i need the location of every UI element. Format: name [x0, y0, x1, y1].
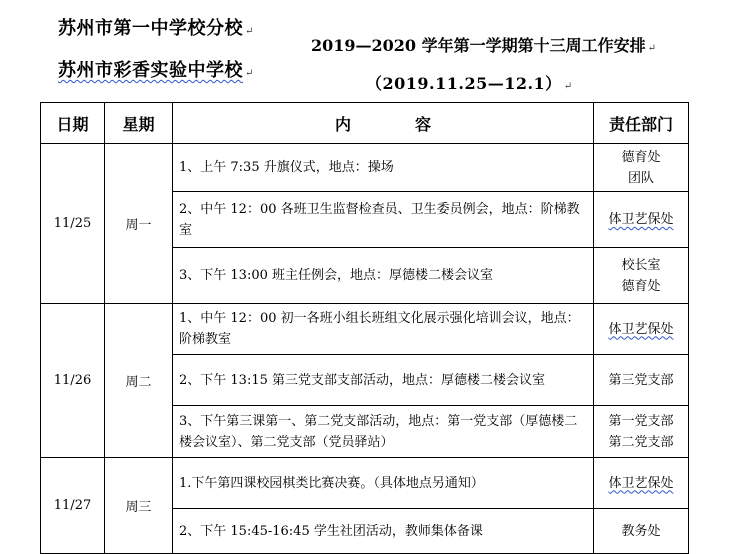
dept-line: 教务处 [621, 523, 661, 539]
weekday-cell: 周一 [105, 144, 173, 304]
table-header-row [41, 103, 689, 144]
dept-line: 第一党支部 [608, 413, 674, 429]
content-cell: 1、中午 12：00 初一各班小组长班组文化展示强化培训会议，地点：阶梯教室 [173, 304, 594, 355]
table-row [41, 144, 689, 192]
content-cell: 2、下午 13:15 第三党支部支部活动，地点：厚德楼二楼会议室 [173, 355, 594, 406]
paragraph-mark-icon: ↵ [647, 43, 657, 54]
document-title [311, 33, 656, 56]
paragraph-mark-icon: ↵ [245, 26, 254, 37]
content-cell: 3、下午 13:00 班主任例会，地点：厚德楼二楼会议室 [173, 248, 594, 304]
dept-cell [594, 248, 689, 304]
weekday-cell: 周二 [105, 304, 173, 458]
weekday-cell: 周三 [105, 458, 173, 554]
dept-line: 体卫艺保处 [608, 212, 674, 227]
schedule-table [40, 102, 689, 554]
column-header-date: 日期 [41, 103, 105, 144]
school-name-2 [58, 56, 254, 82]
paragraph-mark-icon: ↵ [245, 68, 254, 79]
date-cell: 11/25 [41, 144, 105, 304]
column-header-content: 内 容 [173, 103, 594, 144]
column-header-weekday: 星期 [105, 103, 173, 144]
dept-cell [594, 509, 689, 554]
dept-cell [594, 304, 689, 355]
dept-line: 第三党支部 [608, 372, 674, 388]
table-row [41, 458, 689, 509]
school-name-1 [58, 14, 254, 40]
dept-line: 校长室 [621, 257, 661, 273]
dept-cell [594, 406, 689, 458]
dept-cell [594, 192, 689, 248]
document-subtitle [366, 71, 573, 94]
content-cell: 3、下午第三课第一、第二党支部活动，地点：第一党支部（厚德楼二楼会议室）、第二党支部（党员驿站） [173, 406, 594, 458]
dept-line: 第二党支部 [608, 434, 674, 450]
content-cell: 2、中午 12：00 各班卫生监督检查员、卫生委员例会，地点：阶梯教室 [173, 192, 594, 248]
dept-cell [594, 144, 689, 192]
date-cell: 11/27 [41, 458, 105, 554]
content-cell: 2、下午 15:45-16:45 学生社团活动，教师集体备课 [173, 509, 594, 554]
table-row [41, 304, 689, 355]
content-cell: 1.下午第四课校园棋类比赛决赛。（具体地点另通知） [173, 458, 594, 509]
dept-line: 德育处 [621, 278, 661, 294]
school-name-2-text: 苏州市彩香实验中学校 [58, 60, 243, 81]
dept-line: 体卫艺保处 [608, 321, 674, 337]
document-subtitle-text: （2019.11.25—12.1） [366, 74, 562, 93]
column-header-dept: 责任部门 [594, 103, 689, 144]
content-cell: 1、上午 7:35 升旗仪式，地点：操场 [173, 144, 594, 192]
document-title-text: 2019—2020 学年第一学期第十三周工作安排 [311, 36, 646, 55]
date-cell: 11/26 [41, 304, 105, 458]
dept-line: 体卫艺保处 [608, 475, 674, 491]
dept-cell [594, 458, 689, 509]
dept-line: 德育处 [621, 149, 661, 165]
dept-line: 团队 [627, 170, 654, 186]
school-name-1-text: 苏州市第一中学校分校 [58, 18, 243, 39]
paragraph-mark-icon: ↵ [563, 81, 573, 92]
dept-cell [594, 355, 689, 406]
